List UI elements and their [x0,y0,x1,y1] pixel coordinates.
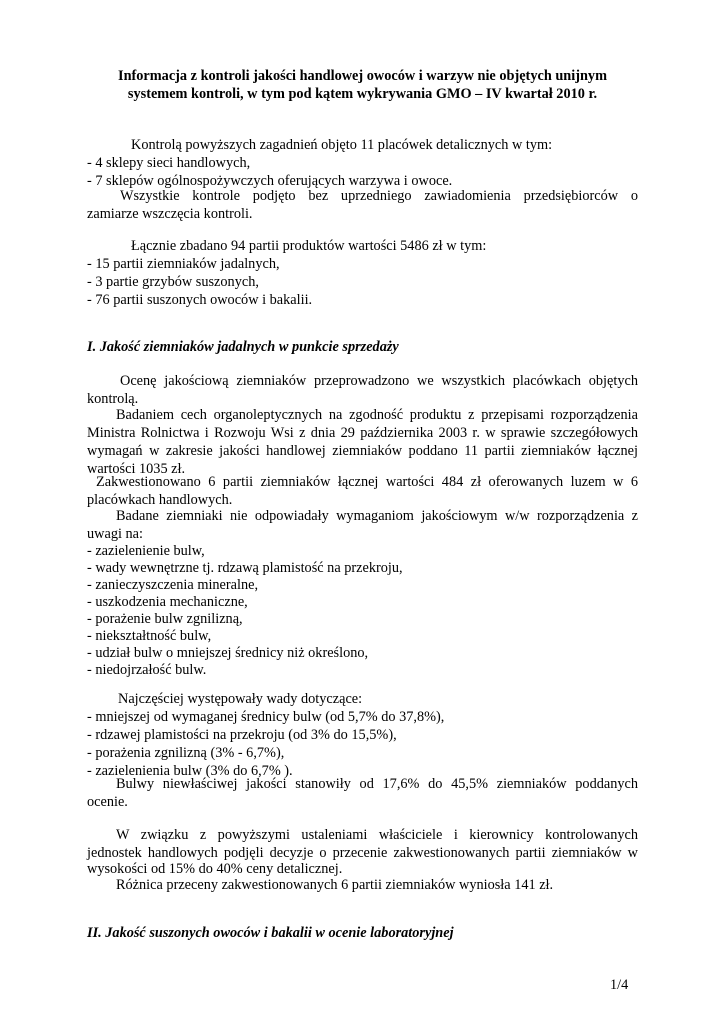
section-1-paragraph-7-line-2: jednostek handlowych podjęli decyzje o przecenie zakwestionowanych partii ziemniaków w [87,845,638,861]
section-1-paragraph-8: Różnica przeceny zakwestionowanych 6 partii ziemniaków wyniosła 141 zł. [116,877,554,893]
intro-paragraph-3: Łącznie zbadano 94 partii produktów wartości 5486 zł w tym: [131,238,487,254]
page-number: 1/4 [610,977,629,993]
intro-paragraph-2-line-2: zamiarze wszczęcia kontroli. [87,206,253,222]
document-title-line-2: systemem kontroli, w tym pod kątem wykrywania GMO – IV kwartał 2010 r. [127,86,598,102]
section-1-paragraph-2-line-1: Badaniem cech organoleptycznych na zgodność produktu z przepisami rozporządzenia [116,407,638,423]
section-1-paragraph-5: Najczęściej występowały wady dotyczące: [118,691,363,707]
section-1-paragraph-3-line-1: Zakwestionowano 6 partii ziemniaków łącznej wartości 484 zł oferowanych luzem w 6 [96,474,638,490]
intro-list-item: - 4 sklepy sieci handlowych, [87,155,251,171]
defect-list-item: - niedojrzałość bulw. [87,662,207,678]
frequent-defect-item: - zazielenienia bulw (3% do 6,7% ). [87,763,293,779]
intro-paragraph-1: Kontrolą powyższych zagadnień objęto 11 placówek detalicznych w tym: [131,137,553,153]
defect-list-item: - udział bulw o mniejszej średnicy niż określono, [87,645,369,661]
defect-list-item: - niekształtność bulw, [87,628,212,644]
defect-list-item: - porażenie bulw zgnilizną, [87,611,243,627]
frequent-defect-item: - porażenia zgnilizną (3% - 6,7%), [87,745,285,761]
defect-list-item: - wady wewnętrzne tj. rdzawą plamistość na przekroju, [87,560,403,576]
section-1-paragraph-2-line-4: wartości 1035 zł. [87,461,186,477]
document-title-line-1: Informacja z kontroli jakości handlowej owoców i warzyw nie objętych unijnym [118,68,607,84]
section-1-paragraph-7-line-3: wysokości od 15% do 40% ceny detalicznej. [87,861,343,877]
frequent-defect-item: - rdzawej plamistości na przekroju (od 3% do 15,5%), [87,727,397,743]
section-1-paragraph-6-line-1: Bulwy niewłaściwej jakości stanowiły od 17,6% do 45,5% ziemniaków poddanych [116,776,638,792]
intro-list-item: - 7 sklepów ogólnospożywczych oferujących warzywa i owoce. [87,173,453,189]
section-1-heading: I. Jakość ziemniaków jadalnych w punkcie sprzedaży [87,339,399,355]
section-1-paragraph-6-line-2: ocenie. [87,794,128,810]
section-2-heading: II. Jakość suszonych owoców i bakalii w ocenie laboratoryjnej [87,925,454,941]
defect-list-item: - uszkodzenia mechaniczne, [87,594,248,610]
section-1-paragraph-1-line-1: Ocenę jakościową ziemniaków przeprowadzono we wszystkich placówkach objętych [120,373,638,389]
defect-list-item: - zazielenienie bulw, [87,543,205,559]
section-1-paragraph-1-line-2: kontrolą. [87,391,139,407]
section-1-paragraph-4-line-1: Badane ziemniaki nie odpowiadały wymaganiom jakościowym w/w rozporządzenia z [116,508,638,524]
section-1-paragraph-3-line-2: placówkach handlowych. [87,492,233,508]
section-1-paragraph-2-line-3: wymagań w zakresie jakości handlowej ziemniaków poddano 11 partii ziemniaków łącznej [87,443,638,459]
intro-list-item: - 3 partie grzybów suszonych, [87,274,259,290]
section-1-paragraph-4-line-2: uwagi na: [87,526,143,542]
defect-list-item: - zanieczyszczenia mineralne, [87,577,259,593]
intro-list-item: - 76 partii suszonych owoców i bakalii. [87,292,313,308]
section-1-paragraph-2-line-2: Ministra Rolnictwa i Rozwoju Wsi z dnia 29 października 2003 r. w sprawie szczegółowych [87,425,638,441]
frequent-defect-item: - mniejszej od wymaganej średnicy bulw (od 5,7% do 37,8%), [87,709,445,725]
intro-paragraph-2-line-1: Wszystkie kontrole podjęto bez uprzedniego zawiadomienia przedsiębiorców o [120,188,638,204]
section-1-paragraph-7-line-1: W związku z powyższymi ustaleniami właściciele i kierownicy kontrolowanych [116,827,638,843]
intro-list-item: - 15 partii ziemniaków jadalnych, [87,256,280,272]
